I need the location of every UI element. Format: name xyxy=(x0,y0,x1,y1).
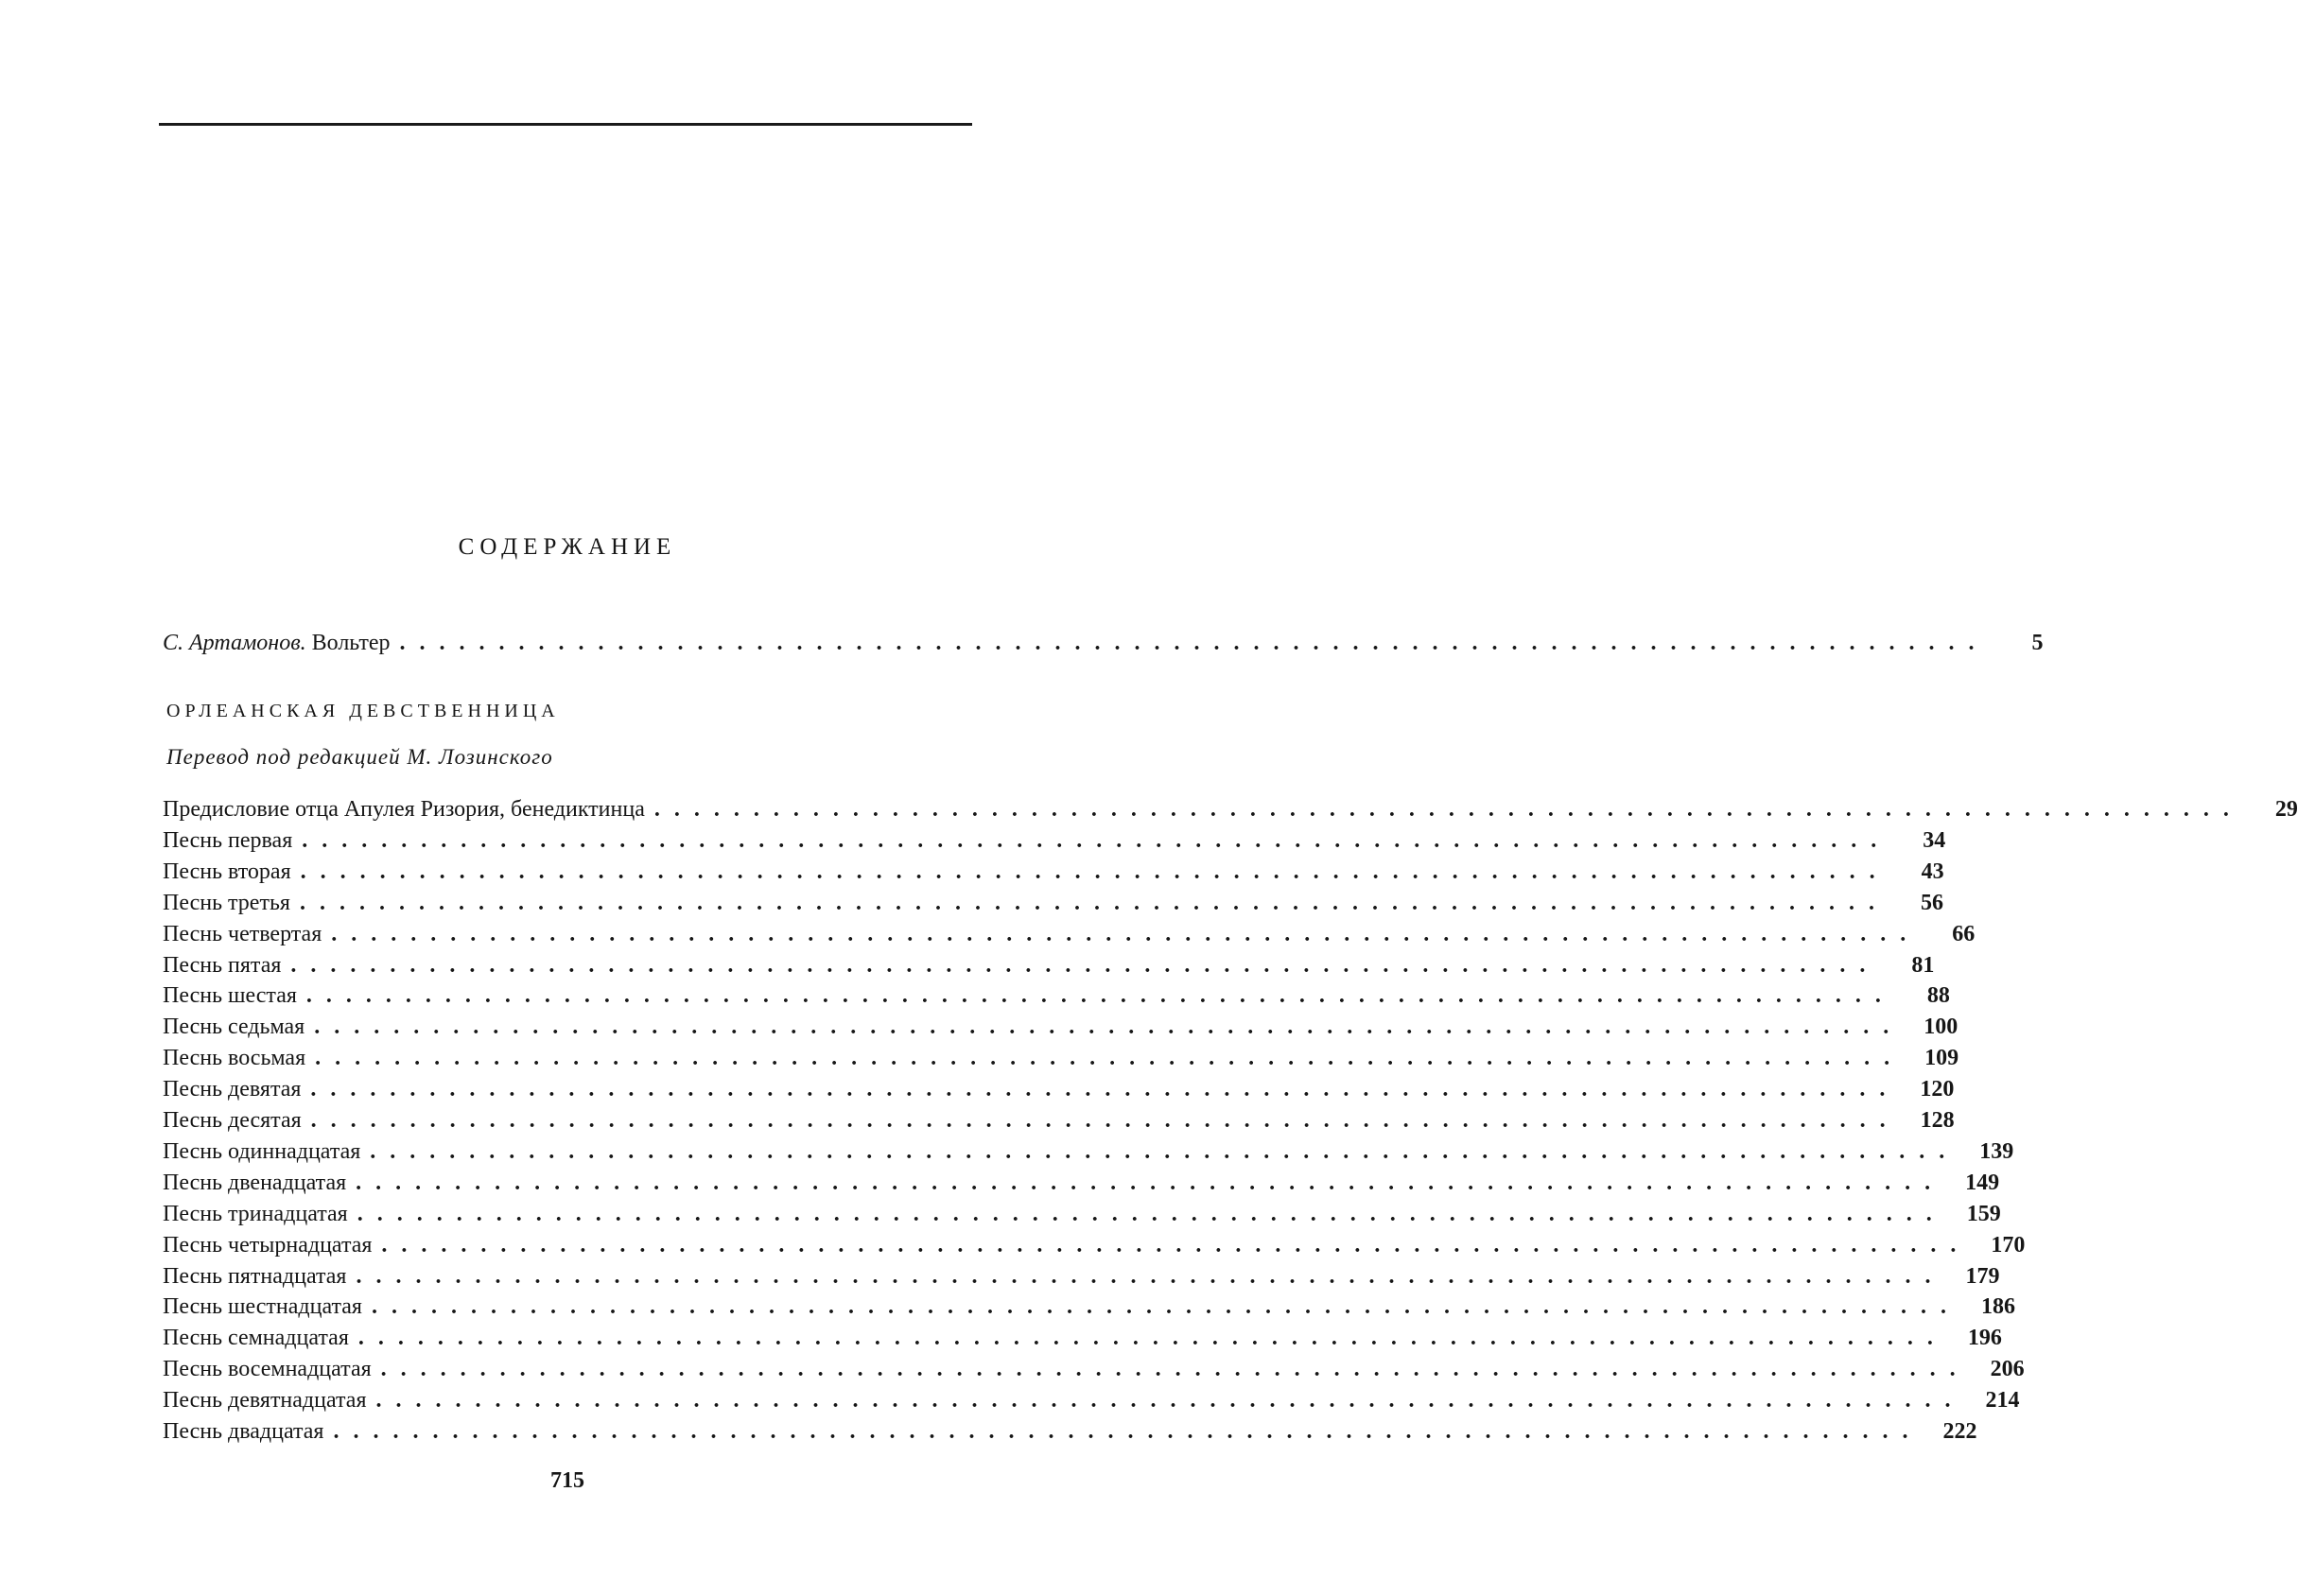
toc-entry-label: Песнь первая xyxy=(163,827,293,853)
dot-leader: ................................................................................ xyxy=(315,1046,1905,1071)
dot-leader: ................................................................................ xyxy=(290,952,1880,978)
dot-leader: ................................................................................ xyxy=(399,631,1989,655)
toc-entry xyxy=(163,950,1935,980)
dot-leader: ................................................................................ xyxy=(356,1170,1945,1195)
toc-entry xyxy=(163,1136,2014,1167)
toc-entry xyxy=(163,1012,1959,1042)
toc-entry xyxy=(163,825,1946,856)
dot-leader: ................................................................................ xyxy=(370,1138,1959,1164)
toc-entry xyxy=(163,1230,2026,1260)
dot-leader: ................................................................................ xyxy=(653,797,2243,822)
toc-entry-page: 34 xyxy=(1923,827,1946,853)
toc-entry-page: 179 xyxy=(1965,1263,2000,1289)
dot-leader: ................................................................................ xyxy=(310,1077,1900,1102)
page-number: 715 xyxy=(550,1468,584,1493)
toc-entry-page: 81 xyxy=(1911,952,1935,978)
toc-entry-label: Песнь девятая xyxy=(163,1077,302,1102)
toc-entry-page: 149 xyxy=(1965,1170,2000,1195)
dot-leader: ................................................................................ xyxy=(299,890,1889,915)
toc-entry-page: 120 xyxy=(1920,1077,1955,1102)
toc-entry-label xyxy=(163,628,390,658)
dot-leader: ................................................................................ xyxy=(357,1326,1947,1351)
toc-entry-label: Песнь семнадцатая xyxy=(163,1326,349,1351)
toc-entry-label: Песнь двенадцатая xyxy=(163,1170,347,1195)
dot-leader: ................................................................................ xyxy=(300,859,1889,884)
toc-entry xyxy=(163,1323,2002,1353)
toc-entry-label: Песнь тринадцатая xyxy=(163,1201,348,1226)
toc-entry-label: Песнь одиннадцатая xyxy=(163,1138,361,1164)
dot-leader: ................................................................................ xyxy=(305,983,1895,1009)
toc-entry-page: 139 xyxy=(1979,1138,2014,1164)
toc-entry xyxy=(163,1354,2025,1384)
toc-entry xyxy=(163,1416,1977,1447)
dot-leader: ................................................................................ xyxy=(380,1357,1970,1382)
toc-entry-label: Песнь третья xyxy=(163,890,290,915)
toc-entry-page: 100 xyxy=(1924,1015,1959,1040)
dot-leader: ................................................................................ xyxy=(333,1419,1923,1444)
toc-entry xyxy=(163,980,1950,1011)
toc-entry-label: Песнь восемнадцатая xyxy=(163,1357,372,1382)
toc-entry-label: Песнь пятнадцатая xyxy=(163,1263,347,1289)
toc-entry-page: 196 xyxy=(1967,1326,2002,1351)
toc-entry-title: Вольтер xyxy=(311,631,391,655)
toc-entry-page: 56 xyxy=(1920,890,1943,915)
toc-entry-label: Песнь седьмая xyxy=(163,1015,305,1040)
toc-entry-page: 214 xyxy=(1985,1388,2020,1414)
dot-leader: ................................................................................ xyxy=(375,1388,1965,1414)
dot-leader: ................................................................................ xyxy=(331,921,1921,946)
toc-entry-page: 109 xyxy=(1924,1046,1959,1071)
top-rule xyxy=(159,123,972,126)
toc-entry xyxy=(163,1199,2001,1229)
toc-entry xyxy=(163,857,1944,887)
toc-entry xyxy=(163,794,2298,824)
toc-entry-intro xyxy=(163,628,2044,658)
toc-entry-author: С. Артамонов. xyxy=(163,631,306,655)
toc-entry xyxy=(163,1105,1955,1136)
dot-leader: ................................................................................ xyxy=(314,1015,1904,1040)
toc-entry-label: Песнь двадцатая xyxy=(163,1419,324,1444)
toc-entry-label: Песнь шестнадцатая xyxy=(163,1294,362,1320)
toc-entry-page: 88 xyxy=(1926,983,1950,1009)
toc-entry xyxy=(163,1043,1959,1073)
toc-entry-label: Песнь пятая xyxy=(163,952,282,978)
section-heading: ОРЛЕАНСКАЯ ДЕВСТВЕННИЦА xyxy=(166,701,560,721)
section-subtitle: Перевод под редакцией М. Лозинского xyxy=(166,745,553,769)
toc-entry-page: 222 xyxy=(1942,1419,1977,1444)
dot-leader: ................................................................................ xyxy=(302,827,1891,853)
toc-entry-page: 29 xyxy=(2274,797,2298,822)
toc-entry xyxy=(163,1261,2000,1292)
toc-entry-label: Предисловие отца Апулея Ризория, бенедиктинца xyxy=(163,797,645,822)
toc-entry-label: Песнь четвертая xyxy=(163,921,322,946)
toc-entry-page: 43 xyxy=(1921,859,1944,884)
toc-entry-label: Песнь девятнадцатая xyxy=(163,1388,367,1414)
toc-entry-label: Песнь десятая xyxy=(163,1108,302,1133)
toc-entry xyxy=(163,1292,2015,1322)
dot-leader: ................................................................................ xyxy=(371,1294,1960,1320)
toc-entry-page: 128 xyxy=(1920,1108,1955,1133)
dot-leader: ................................................................................ xyxy=(381,1232,1971,1258)
dot-leader: ................................................................................ xyxy=(310,1108,1900,1133)
toc-entry-page: 159 xyxy=(1966,1201,2001,1226)
toc-entry-page: 206 xyxy=(1990,1357,2025,1382)
dot-leader: ................................................................................ xyxy=(357,1201,1946,1226)
toc-entry-label: Песнь шестая xyxy=(163,983,297,1009)
toc-entry-page: 170 xyxy=(1991,1232,2026,1258)
toc-entry-page: 66 xyxy=(1952,921,1976,946)
toc-entry xyxy=(163,1168,2000,1198)
toc-entry-page: 186 xyxy=(1980,1294,2015,1320)
toc-entry xyxy=(163,1385,2020,1415)
toc-entry xyxy=(163,1074,1955,1104)
toc-entry-label: Песнь четырнадцатая xyxy=(163,1232,373,1258)
toc-entry xyxy=(163,919,1976,949)
page-title: СОДЕРЖАНИЕ xyxy=(458,534,677,560)
toc-entry-label: Песнь вторая xyxy=(163,859,291,884)
dot-leader: ................................................................................ xyxy=(356,1263,1945,1289)
toc-entry-label: Песнь восьмая xyxy=(163,1046,306,1071)
toc-entry-page: 5 xyxy=(2031,631,2044,655)
toc-entry xyxy=(163,888,1943,918)
